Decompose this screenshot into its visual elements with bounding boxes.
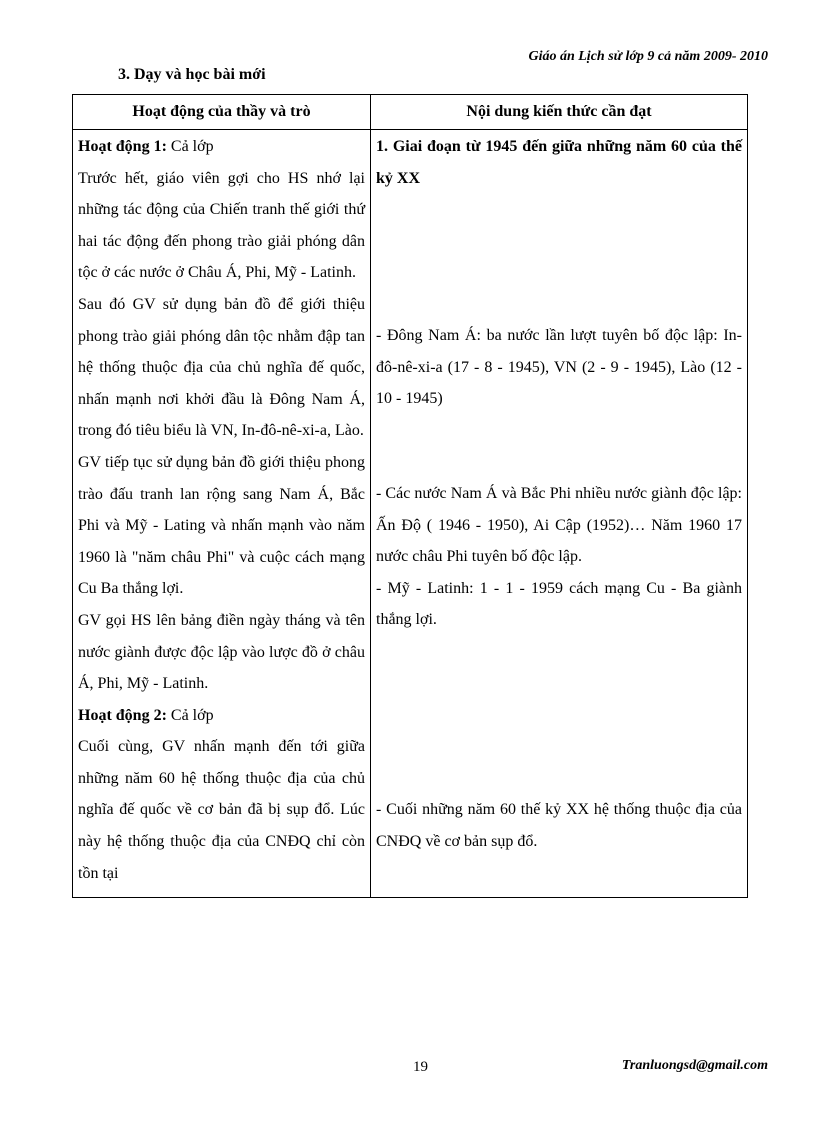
activity-2-title (78, 700, 365, 732)
activity-2-mode: Cả lớp (166, 706, 214, 724)
content-heading: 1. Giai đoạn từ 1945 đến giữa những năm 60 của thế kỷ XX (376, 138, 742, 187)
spacer (376, 194, 742, 320)
activity-paragraph-2: Sau đó GV sử dụng bản đồ để giới thiệu phong trào giải phóng dân tộc nhằm đập tan hệ thống thuộc địa của chủ nghĩa đế quốc, nhấn mạnh nơi khởi đầu là Đông Nam Á, trong đó tiêu biểu là VN, In-đô-nê-xi-a, Lào. (78, 295, 365, 440)
activity-1-mode: Cả lớp (166, 138, 214, 155)
content-cell (371, 130, 748, 898)
content-point-3: - Mỹ - Latinh: 1 - 1 - 1959 cách mạng Cu - Ba giành thắng lợi. (376, 579, 742, 629)
footer-email: Tranluongsd@gmail.com (621, 1058, 768, 1073)
activity-paragraph-4: GV gọi HS lên bảng điền ngày tháng và tên nước giành được độc lập vào lược đồ ở châu Á, Phi, Mỹ - Latinh. (78, 611, 365, 693)
activity-paragraph-3: GV tiếp tục sử dụng bản đồ giới thiệu phong trào đấu tranh lan rộng sang Nam Á, Bắc Phi và Mỹ - Lating và nhấn mạnh vào năm 1960 là "năm châu Phi" và cuộc cách mạng Cu Ba thắng lợi. (78, 453, 365, 598)
column-header-activities: Hoạt động của thầy và trò (73, 95, 371, 130)
activity-paragraph-1: Trước hết, giáo viên gợi cho HS nhớ lại những tác động của Chiến tranh thế giới thứ hai tác động đến phong trào giải phóng dân tộc ở các nước ở Châu Á, Phi, Mỹ - Latinh. (78, 169, 365, 282)
section-title: 3. Dạy và học bài mới (118, 66, 266, 83)
lesson-table (72, 94, 748, 898)
activity-1-label: Hoạt động 1: (78, 138, 167, 155)
content-point-4: - Cuối những năm 60 thế kỷ XX hệ thống thuộc địa của CNĐQ về cơ bản sụp đổ. (376, 800, 742, 850)
document-header-title: Giáo án Lịch sử lớp 9 cả năm 2009- 2010 (528, 49, 768, 64)
table-body-row (73, 130, 748, 898)
spacer (376, 636, 742, 794)
page-number: 19 (413, 1059, 428, 1075)
column-header-content: Nội dung kiến thức cần đạt (371, 95, 748, 130)
activity-2-label: Hoạt động 2: (78, 706, 167, 724)
content-point-1: - Đông Nam Á: ba nước lần lượt tuyên bố độc lập: In-đô-nê-xi-a (17 - 8 - 1945), VN (2 - 9 - 1945), Lào (12 - 10 - 1945) (376, 327, 742, 408)
activities-cell (73, 130, 371, 898)
content-point-2: - Các nước Nam Á và Bắc Phi nhiều nước giành độc lập: Ấn Độ ( 1946 - 1950), Ai Cập (1952)… Năm 1960 17 nước châu Phi tuyên bố độc lập. (376, 484, 742, 566)
activity-paragraph-5: Cuối cùng, GV nhấn mạnh đến tới giữa những năm 60 hệ thống thuộc địa của chủ nghĩa đế quốc về cơ bản đã bị sụp đổ. Lúc này hệ thống thuộc địa của CNĐQ chỉ còn tồn tại (78, 738, 365, 882)
table-header-row (73, 95, 748, 130)
activity-1-title (78, 131, 365, 163)
spacer (376, 415, 742, 478)
